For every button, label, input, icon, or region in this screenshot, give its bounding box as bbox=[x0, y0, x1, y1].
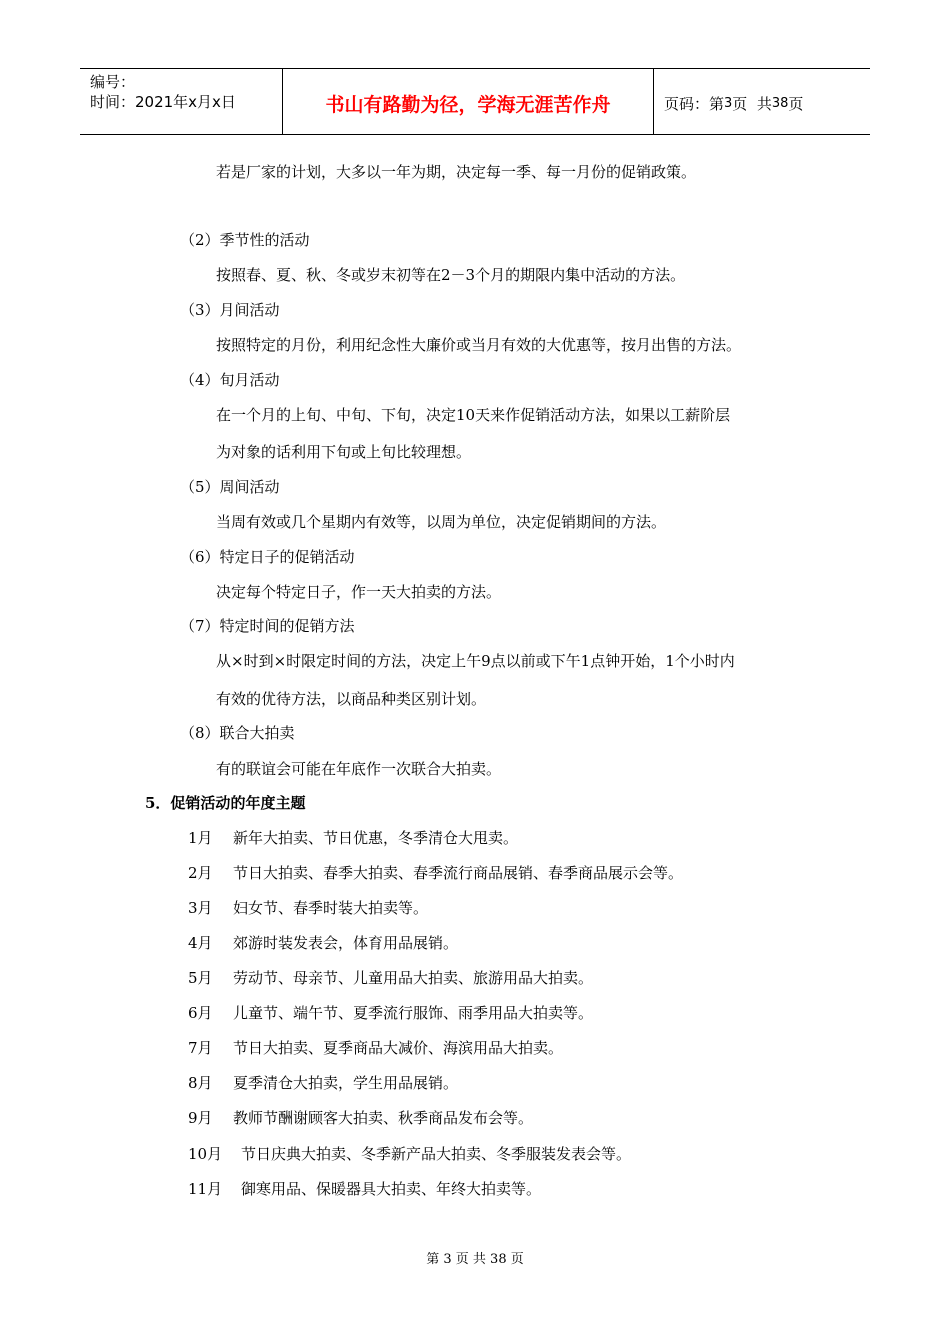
page-number: 3 bbox=[724, 96, 733, 111]
header-motto: 书山有路勤为径，学海无涯苦作舟 bbox=[283, 69, 654, 134]
section-4-text-1: 在一个月的上旬、中旬、下旬，决定10天来作促销活动方法，如果以工薪阶层 bbox=[216, 406, 731, 424]
month-theme: 御寒用品、保暖器具大拍卖、年终大拍卖等。 bbox=[241, 1180, 542, 1198]
time-label: 时间：2021年x月x日 bbox=[90, 93, 236, 111]
month-label: 2月 bbox=[188, 864, 213, 882]
section-8-title: （8）联合大拍卖 bbox=[180, 724, 295, 742]
month-theme: 郊游时装发表会，体育用品展销。 bbox=[233, 934, 459, 952]
page-footer: 第 3 页 共 38 页 bbox=[426, 1252, 524, 1267]
section-4-title: （4）旬月活动 bbox=[180, 371, 280, 389]
month-theme: 教师节酬谢顾客大拍卖、秋季商品发布会等。 bbox=[233, 1109, 534, 1127]
page-header bbox=[80, 68, 870, 135]
month-theme: 儿童节、端午节、夏季流行服饰、雨季用品大拍卖等。 bbox=[233, 1004, 594, 1022]
month-theme: 夏季清仓大拍卖，学生用品展销。 bbox=[233, 1074, 459, 1092]
month-theme: 节日大拍卖、夏季商品大减价、海滨用品大拍卖。 bbox=[233, 1039, 564, 1057]
number-label: 编号： bbox=[90, 73, 136, 91]
month-theme: 新年大拍卖、节日优惠，冬季清仓大甩卖。 bbox=[233, 829, 519, 847]
section-7-text-1: 从×时到×时限定时间的方法，决定上午9点以前或下午1点钟开始，1个小时内 bbox=[216, 652, 735, 670]
section-3-title: （3）月间活动 bbox=[180, 301, 280, 319]
section-5-text: 当周有效或几个星期内有效等，以周为单位，决定促销期间的方法。 bbox=[216, 513, 667, 531]
section-4-text-2: 为对象的话利用下旬或上旬比较理想。 bbox=[216, 443, 472, 461]
month-label: 9月 bbox=[188, 1109, 213, 1127]
section-7-title: （7）特定时间的促销方法 bbox=[180, 617, 355, 635]
section-6-text: 决定每个特定日子，作一天大拍卖的方法。 bbox=[216, 583, 502, 601]
month-label: 10月 bbox=[188, 1145, 223, 1163]
page-mid: 页 共 bbox=[732, 95, 772, 113]
month-label: 7月 bbox=[188, 1039, 213, 1057]
month-label: 5月 bbox=[188, 969, 213, 987]
section-7-text-2: 有效的优待方法，以商品种类区别计划。 bbox=[216, 690, 487, 708]
section-8-text: 有的联谊会可能在年底作一次联合大拍卖。 bbox=[216, 760, 502, 778]
page-suffix: 页 bbox=[788, 95, 804, 113]
month-theme: 节日大拍卖、春季大拍卖、春季流行商品展销、春季商品展示会等。 bbox=[233, 864, 684, 882]
page-prefix: 页码：第 bbox=[664, 95, 725, 113]
section-5-title: （5）周间活动 bbox=[180, 478, 280, 496]
header-meta bbox=[80, 69, 283, 134]
month-label: 6月 bbox=[188, 1004, 213, 1022]
heading-annual-themes: 5．促销活动的年度主题 bbox=[145, 794, 306, 812]
page-total: 38 bbox=[771, 96, 789, 111]
section-6-title: （6）特定日子的促销活动 bbox=[180, 548, 355, 566]
month-label: 8月 bbox=[188, 1074, 213, 1092]
month-theme: 劳动节、母亲节、儿童用品大拍卖、旅游用品大拍卖。 bbox=[233, 969, 594, 987]
header-page-info bbox=[654, 69, 870, 134]
intro-paragraph: 若是厂家的计划，大多以一年为期，决定每一季、每一月份的促销政策。 bbox=[216, 163, 697, 181]
month-label: 11月 bbox=[188, 1180, 223, 1198]
section-2-title: （2）季节性的活动 bbox=[180, 231, 310, 249]
month-theme: 妇女节、春季时装大拍卖等。 bbox=[233, 899, 429, 917]
month-label: 1月 bbox=[188, 829, 213, 847]
section-3-text: 按照特定的月份，利用纪念性大廉价或当月有效的大优惠等，按月出售的方法。 bbox=[216, 336, 742, 354]
month-label: 4月 bbox=[188, 934, 213, 952]
month-label: 3月 bbox=[188, 899, 213, 917]
month-theme: 节日庆典大拍卖、冬季新产品大拍卖、冬季服装发表会等。 bbox=[241, 1145, 632, 1163]
section-2-text: 按照春、夏、秋、冬或岁末初等在2－3个月的期限内集中活动的方法。 bbox=[216, 266, 686, 284]
